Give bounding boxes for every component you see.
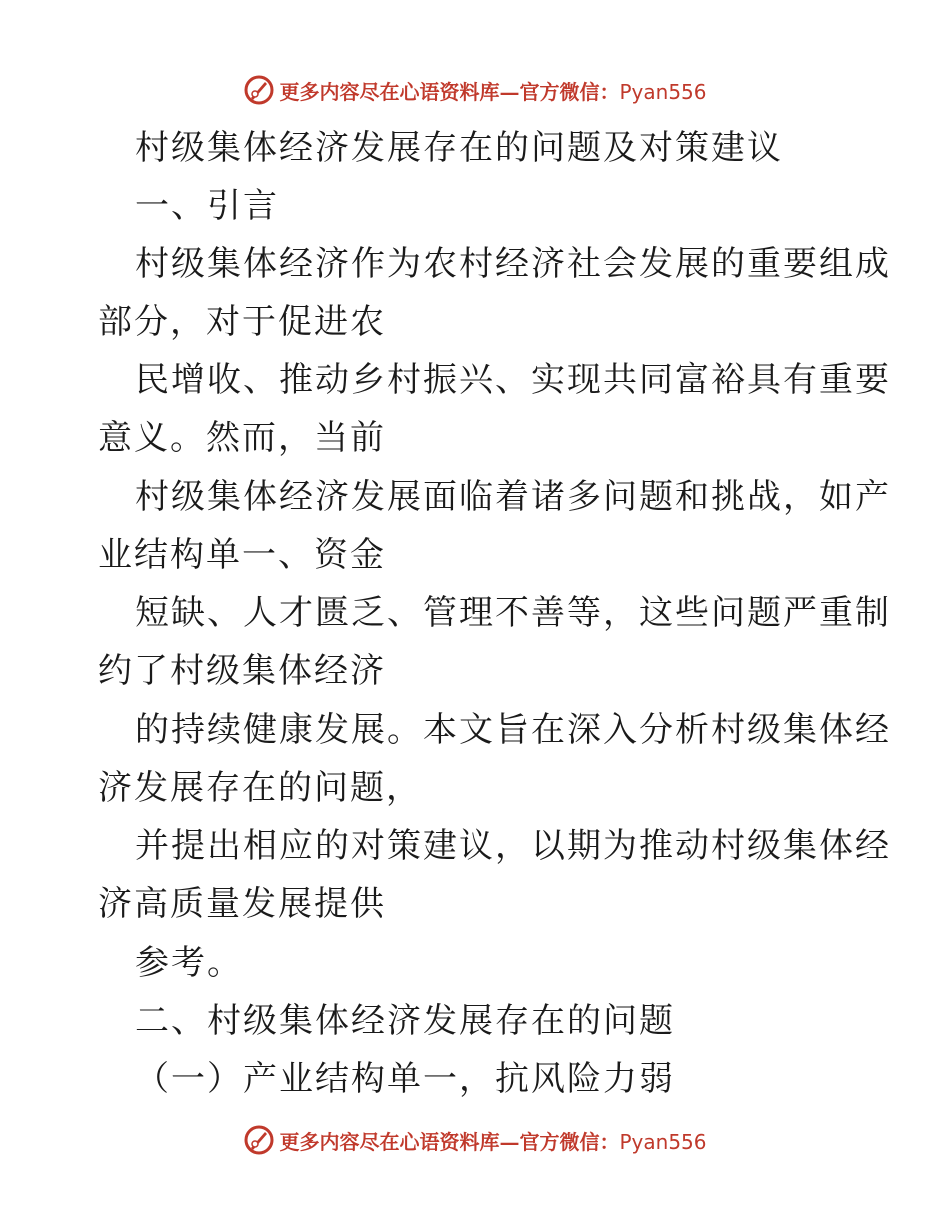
paragraph-line: 村级集体经济发展面临着诸多问题和挑战，如产 — [135, 477, 891, 517]
paragraph-line: 意义。然而，当前 — [98, 418, 386, 458]
paragraph-line: 业结构单一、资金 — [98, 535, 386, 575]
paragraph-line: 济高质量发展提供 — [98, 884, 386, 924]
document-title: 村级集体经济发展存在的问题及对策建议 — [135, 128, 783, 168]
red-quill-logo-icon — [243, 1124, 275, 1156]
paragraph-line: 短缺、人才匮乏、管理不善等，这些问题严重制 — [135, 593, 891, 633]
paragraph-line: 村级集体经济作为农村经济社会发展的重要组成 — [135, 244, 891, 284]
section-heading-introduction: 一、引言 — [135, 186, 279, 226]
header-banner-wechat-id: Pyan556 — [619, 79, 707, 104]
footer-banner-wechat-id: Pyan556 — [619, 1129, 707, 1154]
footer-banner — [0, 1120, 950, 1160]
paragraph-line: 的持续健康发展。本文旨在深入分析村级集体经 — [135, 710, 891, 750]
footer-banner-cn: 更多内容尽在心语资料库—官方微信： — [279, 1129, 620, 1154]
paragraph-line: 部分，对于促进农 — [98, 302, 386, 342]
footer-banner-text — [279, 1126, 706, 1155]
paragraph-line: 并提出相应的对策建议，以期为推动村级集体经 — [135, 826, 891, 866]
section-heading-problems: 二、村级集体经济发展存在的问题 — [135, 1001, 675, 1041]
header-banner-cn: 更多内容尽在心语资料库—官方微信： — [279, 79, 620, 104]
paragraph-line: 济发展存在的问题， — [98, 768, 422, 808]
paragraph-line: 民增收、推动乡村振兴、实现共同富裕具有重要 — [135, 360, 891, 400]
subsection-heading-industry: （一）产业结构单一，抗风险力弱 — [135, 1059, 675, 1099]
paragraph-line: 参考。 — [135, 943, 243, 983]
paragraph-line: 约了村级集体经济 — [98, 651, 386, 691]
